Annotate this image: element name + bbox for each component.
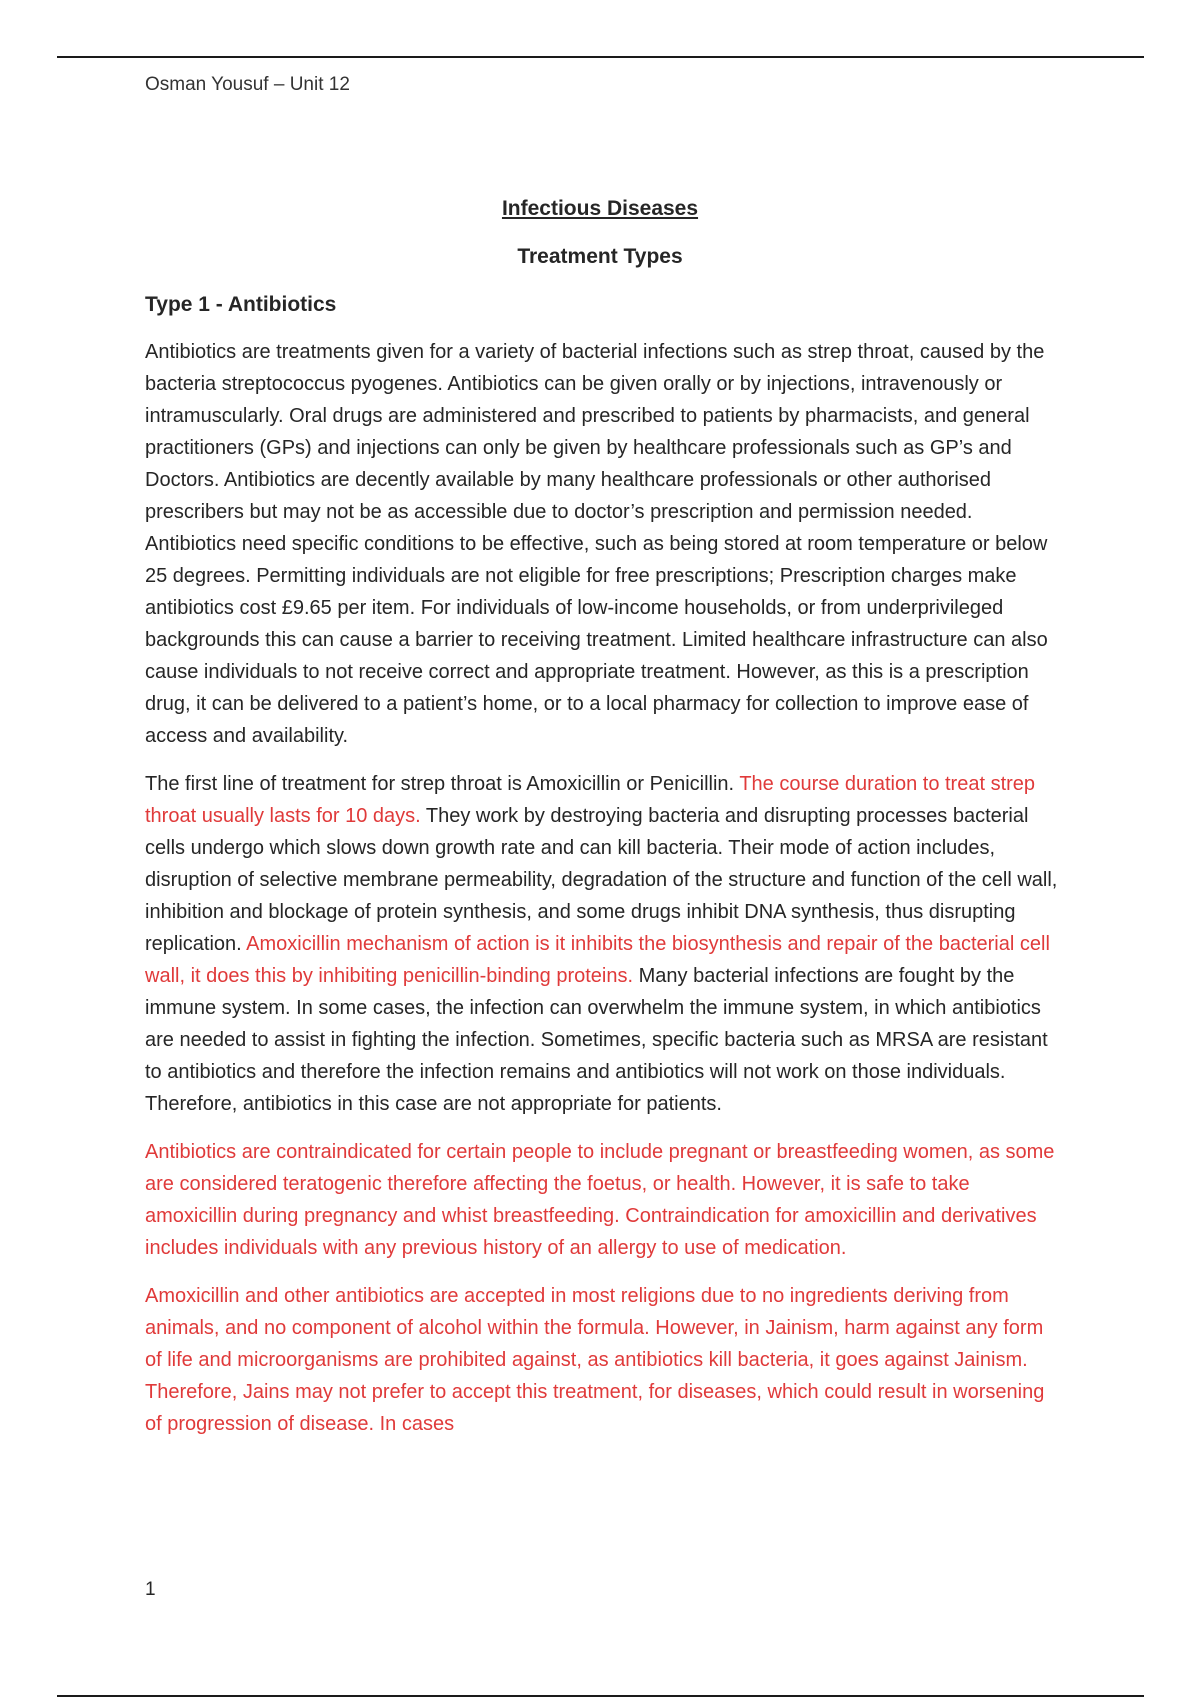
paragraph-1: Antibiotics are treatments given for a variety of bacterial infections such as strep throat, caused by the bacteria streptococcus pyogenes. Antibiotics can be given orally or by injections, intravenously or intramuscularly. Oral drugs are administered and prescribed to patients by pharmacists, and general practitioners (GPs) and injections can only be given by healthcare professionals such as GP’s and Doctors. Antibiotics are decently available by many healthcare professionals or other authorised prescribers but may not be as accessible due to doctor’s prescription and permission needed. Antibiotics need specific conditions to be effective, such as being stored at room temperature or below 25 degrees. Permitting individuals are not eligible for free prescriptions; Prescription charges make antibiotics cost £9.65 per item. For individuals of low-income households, or from underprivileged backgrounds this can cause a barrier to receiving treatment. Limited healthcare infrastructure can also cause individuals to not receive correct and appropriate treatment. However, as this is a prescription drug, it can be delivered to a patient’s home, or to a local pharmacy for collection to improve ease of access and availability. [145, 341, 1048, 747]
page-header: Osman Yousuf – Unit 12 [145, 74, 350, 95]
paragraph-2 [145, 768, 1065, 1120]
document-subtitle: Treatment Types [517, 245, 683, 268]
footer-rule [57, 1695, 1144, 1697]
document-body [145, 336, 1065, 1456]
page-number: 1 [145, 1579, 156, 1600]
paragraph-2-part-1: The first line of treatment for strep throat is Amoxicillin or Penicillin. [145, 773, 735, 795]
document-title: Infectious Diseases [501, 197, 699, 220]
paragraph-2-part-5: Many bacterial infections are fought by the immune system. In some cases, the infection can overwhelm the immune system, in which antibiotics are needed to assist in fighting the infection. Sometimes, specific bacteria such as MRSA are resistant to antibiotics and therefore the infection remains and antibiotics will not work on those individuals. Therefore, antibiotics in this case are not appropriate for patients. [145, 965, 1048, 1115]
paragraph-4: Amoxicillin and other antibiotics are accepted in most religions due to no ingredients deriving from animals, and no component of alcohol within the formula. However, in Jainism, harm against any form of life and microorganisms are prohibited against, as antibiotics kill bacteria, it goes against Jainism. Therefore, Jains may not prefer to accept this treatment, for diseases, which could result in worsening of progression of disease. In cases [145, 1285, 1045, 1435]
paragraph-2-highlight-1: The course duration to treat strep throat usually lasts for 10 days. [145, 773, 1036, 827]
header-rule [57, 56, 1144, 58]
paragraph-2-part-3: They work by destroying bacteria and disrupting processes bacterial cells undergo which slows down growth rate and can kill bacteria. Their mode of action includes, disruption of selective membrane permeability, degradation of the structure and function of the cell wall, inhibition and blockage of protein synthesis, and some drugs inhibit DNA synthesis, thus disrupting replication. [145, 805, 1058, 955]
paragraph-3: Antibiotics are contraindicated for certain people to include pregnant or breastfeeding women, as some are considered teratogenic therefore affecting the foetus, or health. However, it is safe to take amoxicillin during pregnancy and whist breastfeeding. Contraindication for amoxicillin and derivatives includes individuals with any previous history of an allergy to use of medication. [145, 1141, 1055, 1259]
paragraph-2-highlight-2: Amoxicillin mechanism of action is it inhibits the biosynthesis and repair of the bacterial cell wall, it does this by inhibiting penicillin-binding proteins. [145, 933, 1050, 987]
section-heading: Type 1 - Antibiotics [145, 293, 337, 316]
